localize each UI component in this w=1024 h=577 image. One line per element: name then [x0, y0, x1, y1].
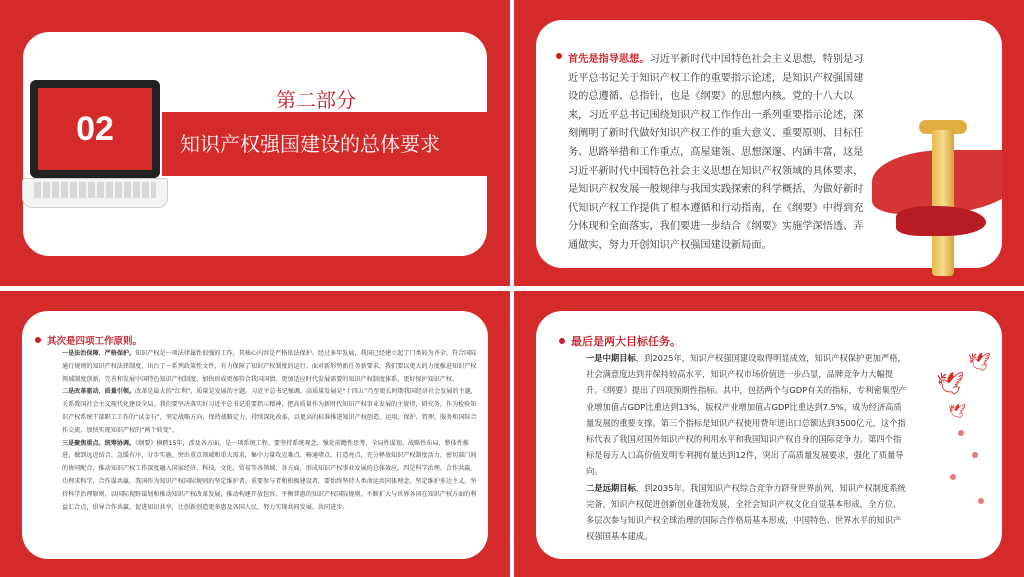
- guiding-ideology-paragraph: [568, 51, 868, 256]
- principles-heading: [35, 333, 142, 347]
- goal-lead: 一是中期目标: [586, 353, 636, 363]
- bullet-dot-icon: [559, 338, 565, 344]
- petal-decoration: [978, 498, 984, 504]
- red-ribbon-tail: [896, 206, 986, 236]
- principle-text: 改革是最大的“红利”，质量是发展的主题。习近平总书记强调，高质量发展是“十四五”乃至更长时期我国经济社会发展的主题，关系我国社会主义现代化建设全局。我们要坚决落实好习近平总书记重要指示精神，把高质量作为新时代知识产权事业发展的主旋律，研究务，作为检验知识产权系统干部职工工作的“试金石”，坚定战略方向，保持战略定力，持续深化改革，以更高的标准推进知识产权创造、运用、保护、管理、服务和国际合作交流，加快实现知识产权的“两个转变”。: [62, 388, 477, 434]
- goal-item: [586, 350, 908, 480]
- principle-lead: 一是法治保障、严格保护。: [62, 350, 136, 357]
- principles-heading-text: 其次是四项工作原则。: [47, 336, 143, 347]
- principle-item: [62, 386, 480, 437]
- goal-text: ，到2025年，知识产权强国建设取得明显成效，知识产权保护更加严格，社会满意度达到并保持较高水平，知识产权市场价值进一步凸显，品牌竞争力大幅提升。《纲要》提出了四项预期性指标。其中，包括两个与GDP有关的指标，专利密集型产业增加值占GDP比重达到13%，版权产业增加值占GDP比重达到7.5%，成为经济高质量发展的重要支撑。第三个指标是知识产权使用费年进出口总额达到3500亿元，这个指标代表了我国对国外知识产权的利用水平和我国知识产权自身的国际竞争力。第四个指标是每万人口高价值发明专利拥有量达到12件，突出了高质量发展要求，强化了质量导向。: [586, 353, 907, 477]
- section-title: 知识产权强国建设的总体要求: [180, 132, 440, 156]
- principle-lead: 三是聚焦重点、统筹协调。: [62, 439, 136, 447]
- goals-heading-text: 最后是两大目标任务。: [571, 335, 681, 348]
- principle-lead: 二是改革驱动、质量引领。: [62, 388, 136, 396]
- goal-lead: 二是远期目标: [586, 482, 636, 493]
- principle-text: 知识产权是一项法律属性很强的工作，其核心内容是严格依法保护。经过多年发展，我国已经建立起了门类较为齐全、符合国际通行规则的知识产权法律制度，出台了一系列政策性文件，有力保障了知识产权制度的运行。面对新形势新任务新要求，我们要以更大的力度推进知识产权领域制度创新，完善和发展中国特色知识产权制度，加快形成更加符合我国国情、更加适应时代发展需要的知识产权制度体系，更好保护知识产权。: [62, 350, 477, 383]
- dove-icon: 🕊: [968, 352, 991, 373]
- dove-icon: 🕊: [948, 404, 966, 420]
- petal-decoration: [958, 430, 964, 436]
- principle-text: 《纲要》横跨15年，涉及各方面，是一项系统工程。要坚持系统观念，强化前瞻性思考、全局性谋划、战略性布局、整体性推进，做到远近结合、急缓有序、分步实施。突出重点领域和重大需求，集中力量攻克难点、畅通堵点、打造亮点，充分释放知识产权制度活力。密切部门间的协同配合，推动知识产权工作深度融入国家经济、科技、文化、贸易等各领域、各方面，形成知识产权事业发展的总体效应。四是科学治理、合作共赢。功理求科学，合作谋共赢。我国作为知识产权国际规则的坚定维护者、重要参与者和积极建设者，要始终坚持人类命运共同体理念，坚定维护多边主义，坚持科学治理原则，以国际视野谋划和推动知识产权改革发展，推动构建开放包容、平衡普惠的知识产权国际规则，不断扩大与世界各国在知识产权方面的利益汇合点，俱导合作共赢，促进知识共享，让创新创造更多惠及各国人民，努力实现共同发展、共同进步。: [62, 439, 477, 511]
- goal-item: [586, 480, 908, 545]
- guiding-ideology-lead: 首先是指导思想。: [568, 54, 650, 65]
- goals-list: [586, 350, 908, 544]
- goals-heading: [559, 333, 681, 349]
- guiding-ideology-text: 习近平新时代中国特色社会主义思想，特别是习近平总书记关于知识产权工作的重要指示论述，是知识产权强国建设的总遵循、总指针，也是《纲要》的思想内核。党的十八大以来，习近平总书记围绕知识产权工作作出一系列重要指示论述，深刻阐明了新时代做好知识产权工作的重大意义、重要原则、目标任务、思路举措和工作重点，高屋建瓴、思想深邃、内涵丰富，这是习近平新时代中国特色社会主义思想在知识产权领域的具体要求，是知识产权发展一般规律与我国实践探索的科学概括，为做好新时代知识产权工作提供了根本遵循和行动指南，在《纲要》中得到充分体现和全面落实，我们要进一步结合《纲要》实施学深悟透、弄通做实，努力开创知识产权强国建设新局面。: [568, 54, 864, 251]
- bullet-dot-icon: [35, 337, 41, 343]
- title-banner: [162, 112, 487, 176]
- part-title: 第二部分: [276, 88, 356, 112]
- petal-decoration: [972, 452, 978, 458]
- principles-list: [62, 348, 480, 514]
- petal-decoration: [950, 474, 956, 480]
- section-number: 02: [76, 109, 114, 148]
- principle-item: [62, 348, 480, 386]
- principle-item: [62, 438, 480, 515]
- bullet-dot-icon: [556, 53, 562, 59]
- goal-text: ，到2035年，我国知识产权综合竞争力跻身世界前列，知识产权制度系统完备，知识产权促进创新创业蓬勃发展，全社会知识产权文化自觉基本形成，全方位、多层次参与知识产权全球治理的国际合作格局基本形成，中国特色、世界水平的知识产权强国基本建成。: [586, 482, 906, 542]
- laptop-screen: [38, 88, 152, 170]
- huabiao-pillar-decoration: [932, 130, 954, 276]
- laptop-keyboard: [34, 182, 156, 198]
- laptop-icon: [30, 80, 160, 178]
- slide-1-thumbnail[interactable]: [0, 0, 510, 286]
- dove-icon: 🕊: [936, 372, 964, 397]
